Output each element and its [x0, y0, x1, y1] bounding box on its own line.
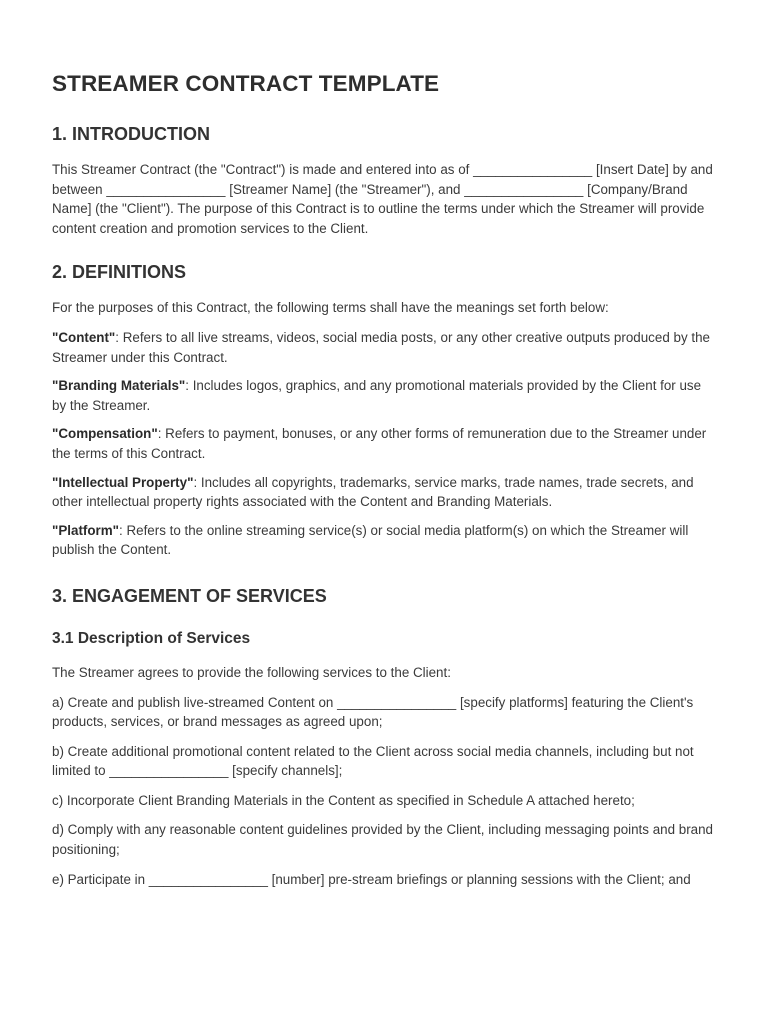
- section-heading-introduction: 1. INTRODUCTION: [52, 124, 211, 144]
- service-item-b: b) Create additional promotional content related to the Client across social media channels, including but not limited to ________________ [specify channels];: [52, 743, 694, 779]
- section-heading-definitions: 2. DEFINITIONS: [52, 262, 187, 283]
- service-item-d: d) Comply with any reasonable content guidelines provided by the Client, including messaging points and brand positioning;: [52, 822, 714, 858]
- service-item-c: c) Incorporate Client Branding Materials in the Content as specified in Schedule A attached hereto;: [52, 792, 635, 808]
- definition-text: : Refers to payment, bonuses, or any other forms of remuneration due to the Streamer under the terms of this Contract.: [52, 426, 707, 461]
- definition-platform: [52, 521, 718, 560]
- definition-compensation: [52, 424, 718, 463]
- definition-text: : Includes logos, graphics, and any promotional materials provided by the Client for use by the Streamer.: [52, 378, 702, 413]
- introduction-paragraph: This Streamer Contract (the "Contract") is made and entered into as of ________________ [Insert Date] by and between ________________ [Streamer Name] (the "Streamer"), and ________________ [Company/Brand Name] (the "Client"). The purpose of this Contract is to outline the terms under which the Streamer will provide content creation and promotion services to the Client.: [52, 162, 713, 236]
- services-intro: The Streamer agrees to provide the following services to the Client:: [52, 664, 451, 680]
- definition-term: "Intellectual Property": [52, 474, 194, 490]
- service-item-e: e) Participate in ________________ [number] pre-stream briefings or planning sessions with the Client; and: [52, 871, 691, 887]
- document-title: STREAMER CONTRACT TEMPLATE: [52, 71, 440, 96]
- definitions-intro: For the purposes of this Contract, the following terms shall have the meanings set forth below:: [52, 300, 609, 316]
- definition-term: "Branding Materials": [52, 378, 186, 394]
- definition-text: : Refers to all live streams, videos, social media posts, or any other creative outputs produced by the Streamer under this Contract.: [52, 329, 710, 365]
- definition-text: : Refers to the online streaming service(s) or social media platform(s) on which the Streamer will publish the Content.: [52, 522, 689, 558]
- definition-content: [52, 328, 718, 367]
- definition-intellectual-property: [52, 473, 718, 512]
- subsection-heading-description: 3.1 Description of Services: [52, 629, 251, 647]
- section-heading-engagement: 3. ENGAGEMENT OF SERVICES: [52, 585, 327, 606]
- definition-term: "Content": [52, 329, 116, 345]
- definition-term: "Platform": [52, 522, 120, 538]
- definition-branding-materials: [52, 376, 718, 415]
- definition-term: "Compensation": [52, 426, 158, 442]
- service-item-a: a) Create and publish live-streamed Content on ________________ [specify platforms] featuring the Client's products, services, or brand messages as agreed upon;: [52, 694, 694, 730]
- definition-text: : Includes all copyrights, trademarks, service marks, trade names, trade secrets, and other intellectual property rights associated with the Content and Branding Materials.: [52, 474, 694, 510]
